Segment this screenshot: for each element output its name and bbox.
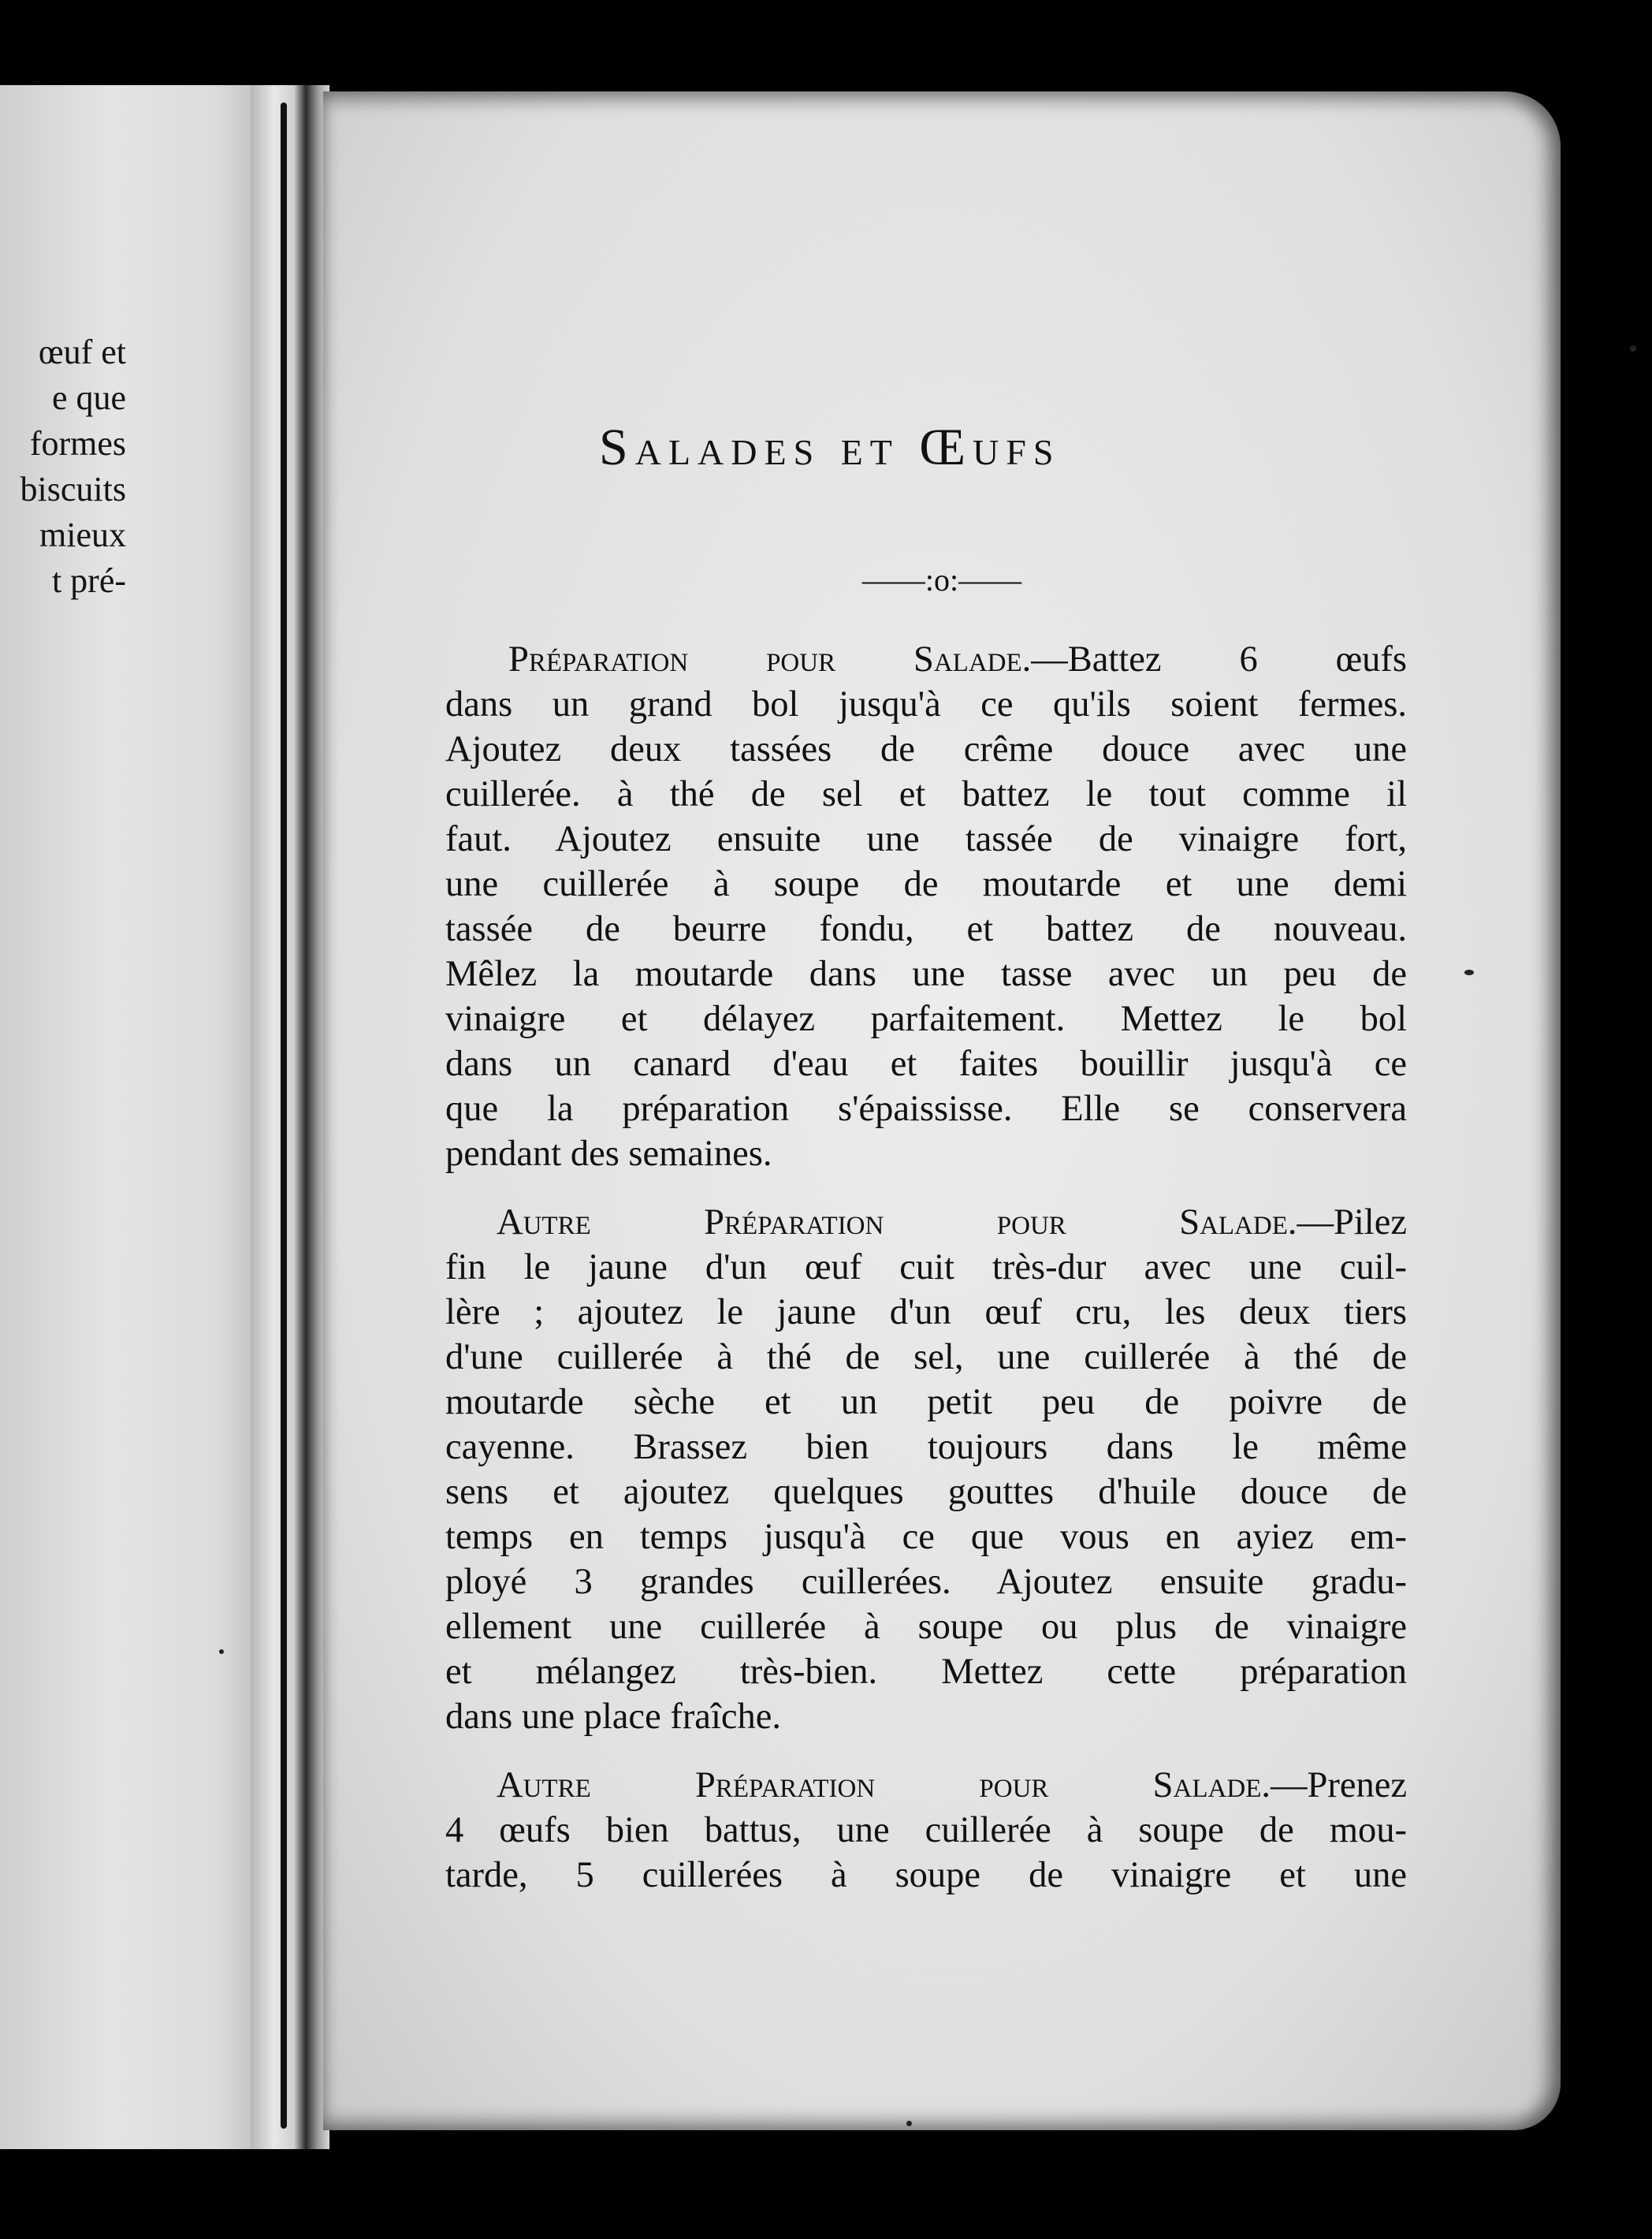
speck xyxy=(906,2121,912,2126)
text-line: sens et ajoutez quelques gouttes d'huile douce de xyxy=(445,1472,1407,1512)
text-line: que la préparation s'épaississe. Elle se conservera xyxy=(445,1089,1407,1129)
left-page-line: formes xyxy=(29,424,126,463)
speck xyxy=(1630,345,1636,352)
text-line: Ajoutez deux tassées de crême douce avec une xyxy=(445,729,1407,769)
text-line: Autre Préparation pour Salade.—Prenez xyxy=(497,1765,1407,1805)
book-gutter xyxy=(251,85,329,2149)
text-line: et mélangez très-bien. Mettez cette préparation xyxy=(445,1652,1407,1692)
text-line: Autre Préparation pour Salade.—Pilez xyxy=(497,1202,1407,1242)
text-line: dans un canard d'eau et faites bouillir jusqu'à ce xyxy=(445,1044,1407,1084)
text-line: dans un grand bol jusqu'à ce qu'ils soient fermes. xyxy=(445,684,1407,725)
speck xyxy=(219,1649,224,1654)
text-line: fin le jaune d'un œuf cuit très-dur avec une cuil- xyxy=(445,1247,1407,1287)
text-line: vinaigre et délayez parfaitement. Mettez le bol xyxy=(445,999,1407,1039)
text-line: dans une place fraîche. xyxy=(445,1697,782,1737)
text-line: pendant des semaines. xyxy=(445,1134,772,1174)
ornamental-divider: ——:o:—— xyxy=(861,562,1022,598)
recipe-text xyxy=(445,637,1407,1898)
text-line: une cuillerée à soupe de moutarde et une demi xyxy=(445,864,1407,904)
left-page-line: e que xyxy=(51,378,126,417)
text-line: d'une cuillerée à thé de sel, une cuillerée à thé de xyxy=(445,1337,1407,1377)
text-line: ellement une cuillerée à soupe ou plus de vinaigre xyxy=(445,1607,1407,1647)
text-line: faut. Ajoutez ensuite une tassée de vinaigre fort, xyxy=(445,819,1407,859)
recipe-title: Préparation pour Salade. xyxy=(508,639,1032,680)
recipe-paragraph xyxy=(445,1763,1407,1898)
text-line: Mêlez la moutarde dans une tasse avec un peu de xyxy=(445,954,1407,994)
spine-line xyxy=(281,102,287,2129)
text-line: Préparation pour Salade.—Battez 6 œufs xyxy=(508,639,1407,680)
page-title: Salades et Œufs xyxy=(599,419,1061,476)
text-line: lère ; ajoutez le jaune d'un œuf cru, les deux tiers xyxy=(445,1292,1407,1332)
speck xyxy=(1464,970,1474,975)
left-page-line: œuf et xyxy=(38,333,126,371)
left-page-line: mieux xyxy=(39,516,126,554)
left-page-line: biscuits xyxy=(20,470,126,509)
text-line: cuillerée. à thé de sel et battez le tout comme il xyxy=(445,774,1407,814)
recipe-paragraph xyxy=(445,1200,1407,1739)
recipe-paragraph xyxy=(445,637,1407,1176)
left-page-text xyxy=(0,330,126,604)
text-line: ployé 3 grandes cuillerées. Ajoutez ensuite gradu- xyxy=(445,1562,1407,1602)
text-line: 4 œufs bien battus, une cuillerée à soupe de mou- xyxy=(445,1810,1407,1850)
text-line: tarde, 5 cuillerées à soupe de vinaigre et une xyxy=(445,1855,1407,1895)
text-line: temps en temps jusqu'à ce que vous en ayiez em- xyxy=(445,1517,1407,1557)
recipe-title: Autre Préparation pour Salade. xyxy=(497,1202,1297,1242)
text-line: cayenne. Brassez bien toujours dans le même xyxy=(445,1427,1407,1467)
text-line: tassée de beurre fondu, et battez de nouveau. xyxy=(445,909,1407,949)
text-line: moutarde sèche et un petit peu de poivre de xyxy=(445,1382,1407,1422)
left-page-line: t pré- xyxy=(51,561,126,600)
recipe-title: Autre Préparation pour Salade. xyxy=(497,1765,1271,1805)
